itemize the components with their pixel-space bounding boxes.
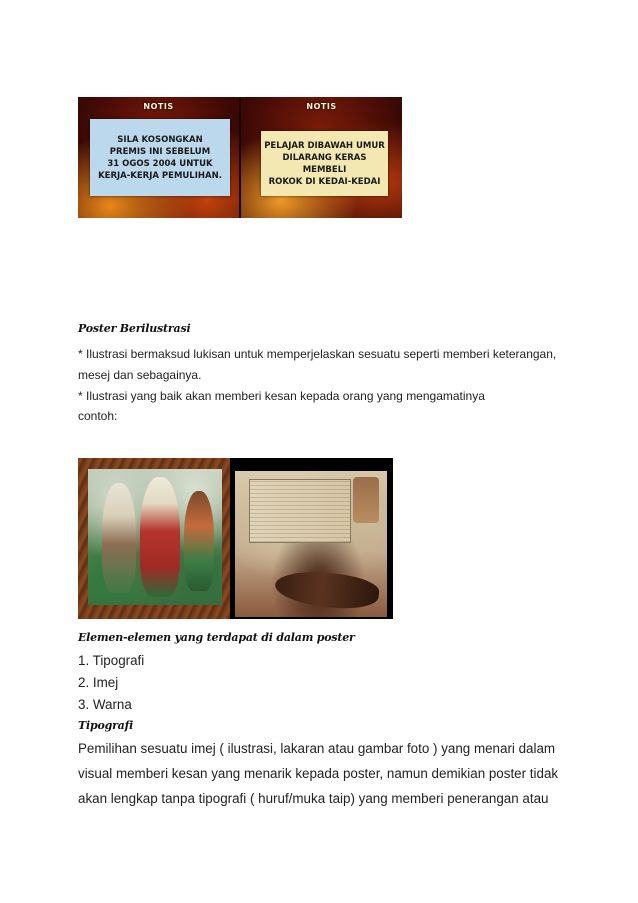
notice-signs-image [78,97,402,218]
element-item-2: 2. Imej [78,675,119,690]
example-paintings-image [78,458,393,619]
painted-woman-right [184,491,214,591]
typography-para-line-1: Pemilihan sesuatu imej ( ilustrasi, lakaran atau gambar foto ) yang menari dalam [78,741,556,756]
lying-figure-illustration [274,568,381,613]
notice-header-right: NOTIS [306,102,337,111]
painted-woman-center [140,477,180,597]
illustration-line-2: mesej dan sebagainya. [78,368,202,382]
element-item-3: 3. Warna [78,697,132,712]
heading-tipografi: Tipografi [78,719,134,732]
illustration-line-4: contoh: [78,409,118,423]
typography-para-line-2: visual memberi kesan yang menarik kepada poster, namun demikian poster tidak [78,766,559,781]
painting-banknote-canvas [235,471,387,617]
illustration-line-1: * Ilustrasi bermaksud lukisan untuk memperjelaskan sesuatu seperti memberi keterangan, [78,347,557,361]
banknote-emblem [353,477,379,523]
painting-women-frame [78,458,231,619]
notice-card-left: SILA KOSONGKAN PREMIS INI SEBELUM 31 OGOS 2004 UNTUK KERJA-KERJA PEMULIHAN. [90,119,230,196]
notice-panel-left [78,97,241,218]
heading-poster-berilustrasi: Poster Berilustrasi [78,322,191,335]
heading-poster-elements: Elemen-elemen yang terdapat di dalam poster [78,631,355,644]
notice-card-right: PELAJAR DIBAWAH UMUR DILARANG KERAS MEMBELI ROKOK DI KEDAI-KEDAI [261,131,388,196]
painting-banknote-frame [231,458,393,619]
banknote-illustration [249,479,351,543]
painted-woman-left [102,483,136,593]
illustration-line-3: * Ilustrasi yang baik akan memberi kesan kepada orang yang mengamatinya [78,389,485,403]
notice-header-left: NOTIS [143,102,174,111]
painting-women-canvas [88,469,222,605]
typography-para-line-3: akan lengkap tanpa tipografi ( huruf/muka taip) yang memberi penerangan atau [78,791,549,806]
element-item-1: 1. Tipografi [78,653,145,668]
notice-panel-right [241,97,402,218]
